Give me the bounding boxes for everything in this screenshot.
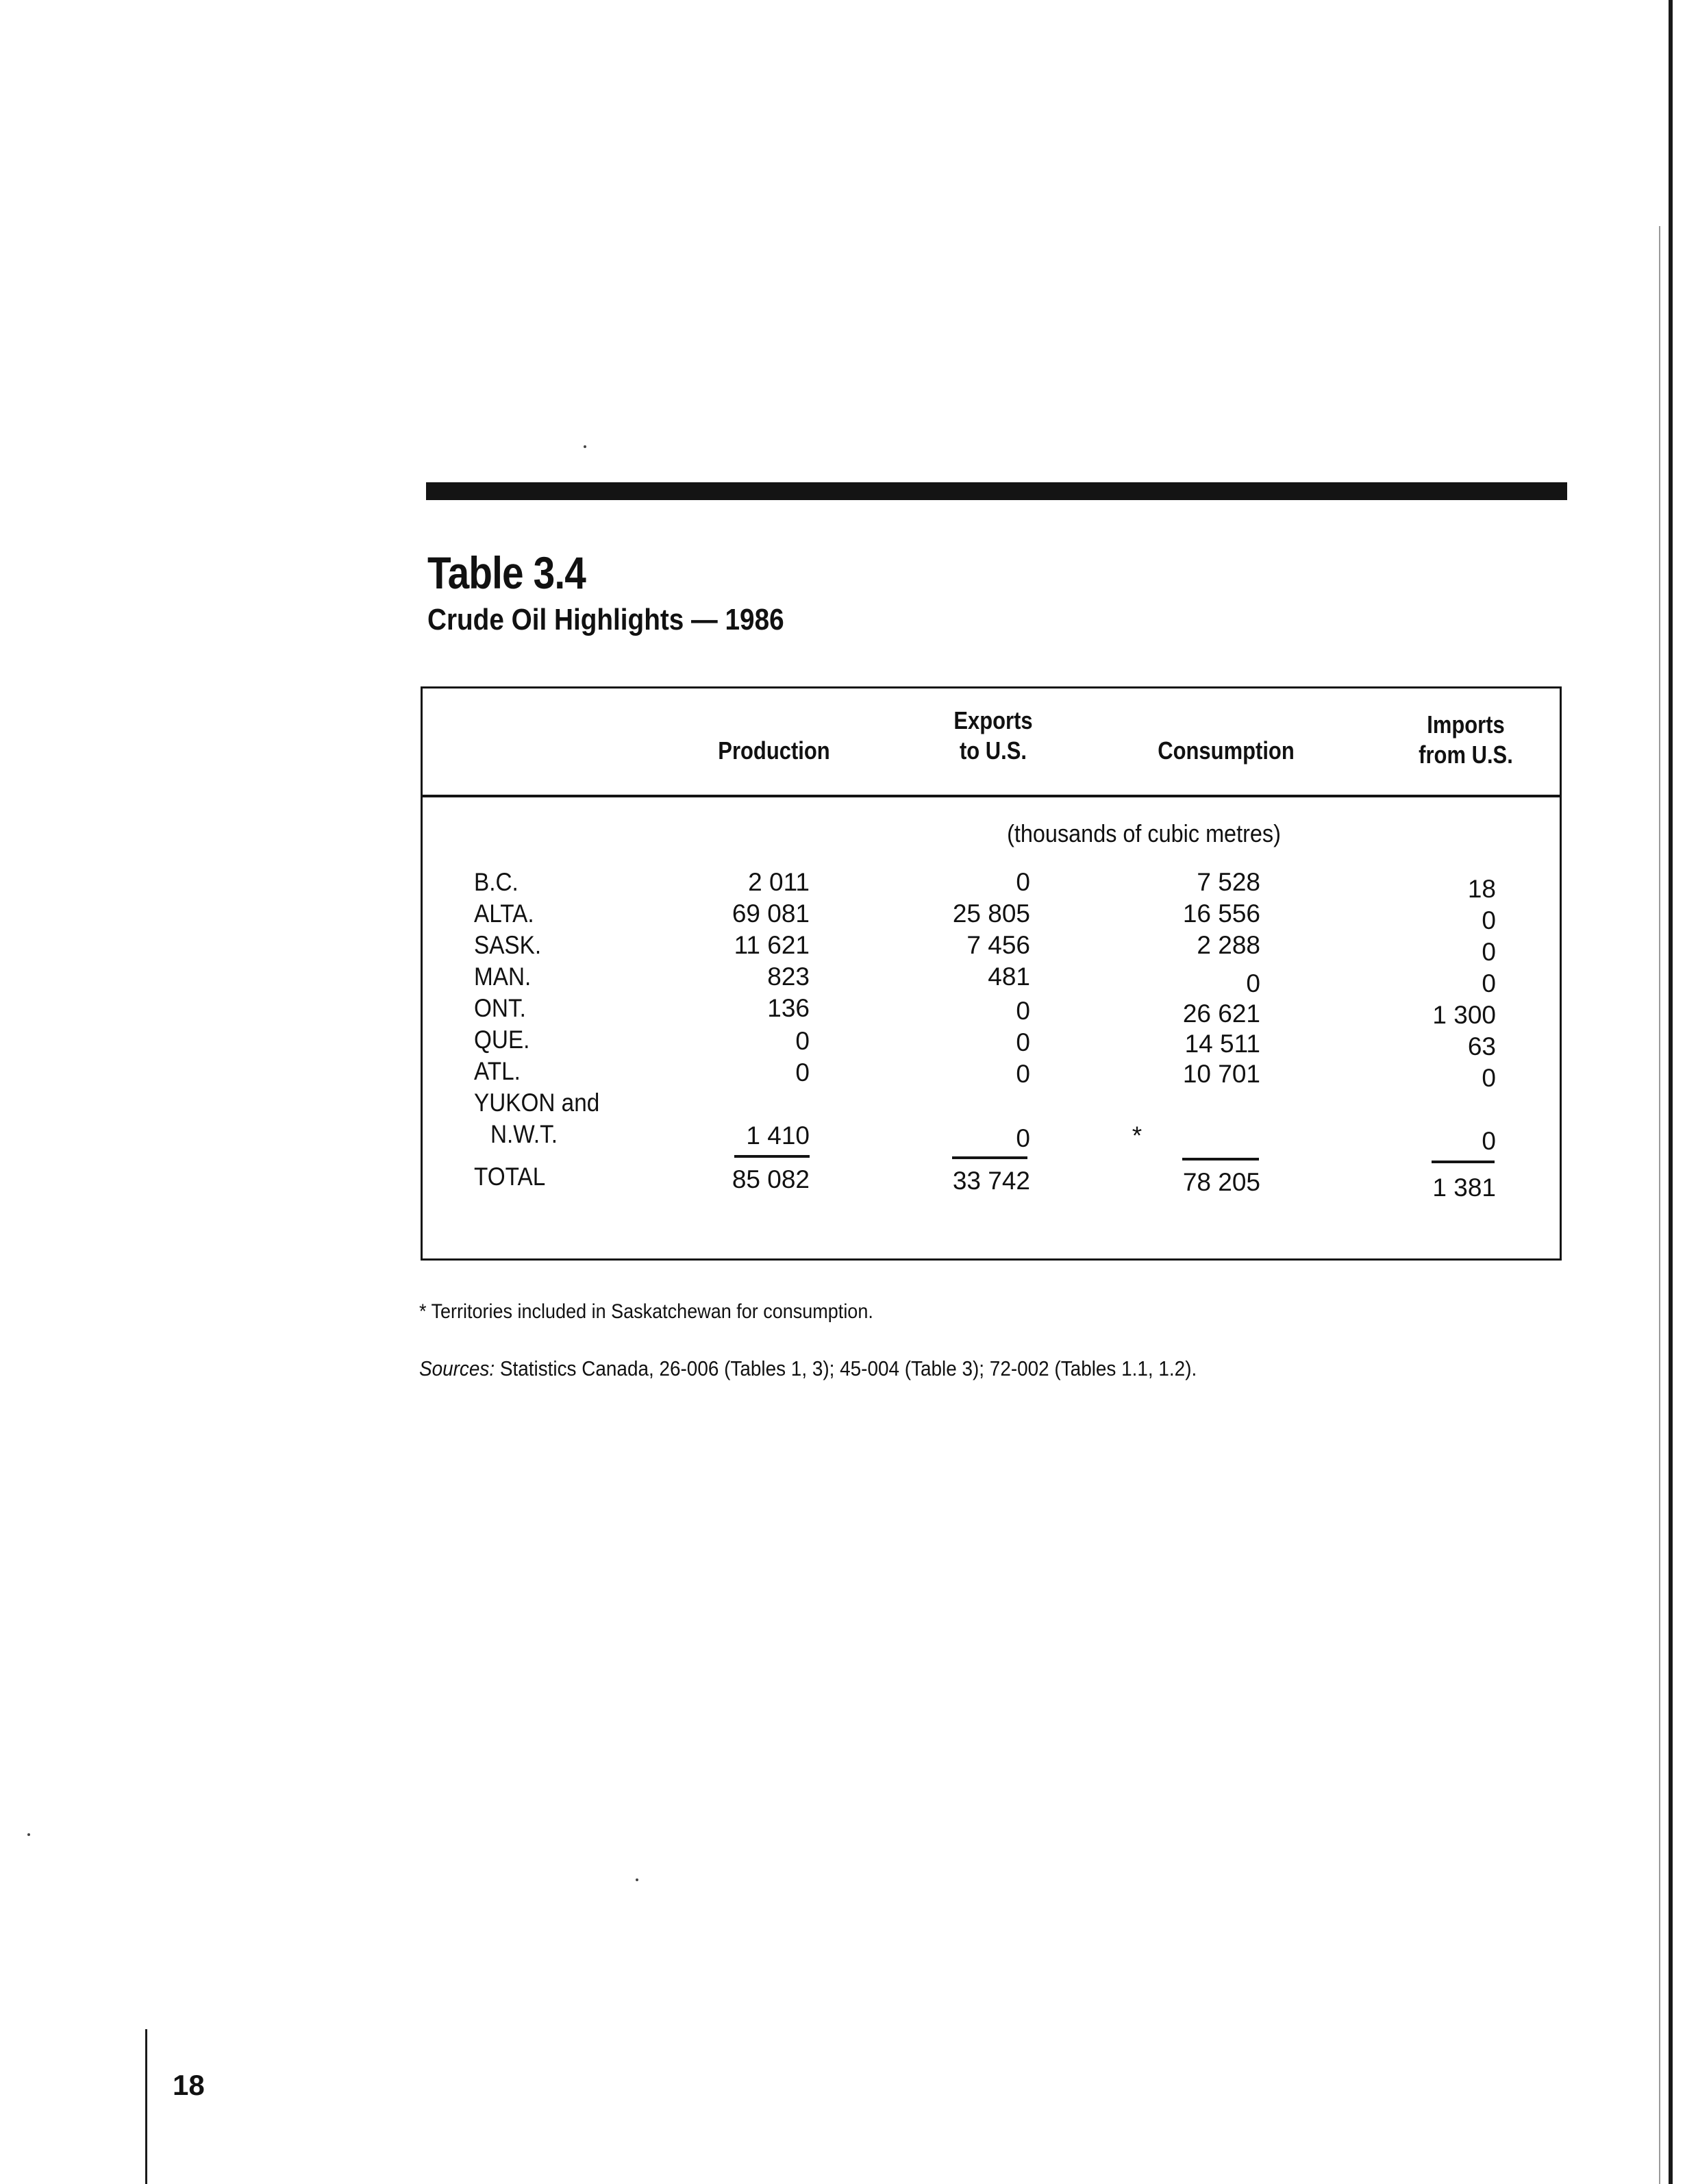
row-label: QUE. <box>474 1026 530 1054</box>
column-header-line2: to U.S. <box>959 736 1027 765</box>
total-underline-exports <box>952 1156 1027 1159</box>
cell-consumption: 26 621 <box>1182 1000 1260 1028</box>
cell-exports: 0 <box>1016 997 1030 1025</box>
row-label: YUKON and <box>474 1089 600 1117</box>
row-label: MAN. <box>474 963 532 991</box>
column-header-consumption <box>1149 706 1303 766</box>
table-footnote: * Territories included in Saskatchewan for consumption. <box>419 1300 873 1323</box>
cell-exports: 25 805 <box>952 899 1030 928</box>
row-label-continued: N.W.T. <box>490 1120 558 1148</box>
cell-consumption: 0 <box>1246 969 1260 997</box>
cell-production: 136 <box>767 994 810 1022</box>
page-number: 18 <box>173 2069 205 2101</box>
column-header-line2: Production <box>718 736 830 765</box>
scan-speck <box>27 1833 30 1836</box>
units-caption: (thousands of cubic metres) <box>1007 819 1281 847</box>
cell-consumption: 7 528 <box>1197 868 1260 896</box>
column-header-production <box>703 706 845 766</box>
cell-consumption: 10 701 <box>1182 1060 1260 1088</box>
page-binding-edge <box>1669 0 1673 2184</box>
cell-production: 11 621 <box>734 931 810 959</box>
total-underline-production <box>734 1155 810 1158</box>
table-header-divider <box>421 795 1562 797</box>
column-header-line1: Imports <box>1427 710 1505 739</box>
row-label: ATL. <box>474 1057 521 1085</box>
cell-consumption: * <box>1132 1121 1143 1150</box>
column-header-line1 <box>1149 706 1303 736</box>
cell-exports: 0 <box>1016 1060 1030 1088</box>
row-label: ONT. <box>474 994 526 1022</box>
cell-consumption: 2 288 <box>1197 931 1260 959</box>
cell-imports: 0 <box>1482 906 1496 934</box>
cell-imports: 0 <box>1482 969 1496 997</box>
cell-production: 0 <box>795 1058 810 1087</box>
scan-speck <box>584 445 586 448</box>
total-label: TOTAL <box>474 1163 546 1191</box>
row-label: ALTA. <box>474 899 534 928</box>
page-number-bar <box>145 2029 147 2184</box>
cell-imports: 18 <box>1467 875 1496 903</box>
total-production: 85 082 <box>732 1165 810 1193</box>
total-underline-imports <box>1432 1161 1495 1163</box>
cell-production: 2 011 <box>748 868 810 896</box>
column-header-line1: Exports <box>953 706 1033 734</box>
cell-exports: 7 456 <box>966 931 1030 959</box>
column-header-imports <box>1395 710 1536 770</box>
cell-production: 69 081 <box>732 899 810 928</box>
section-rule <box>426 482 1567 500</box>
cell-production: 1 410 <box>746 1121 810 1150</box>
sources-note <box>419 1356 1197 1381</box>
cell-exports: 0 <box>1016 1028 1030 1056</box>
total-exports: 33 742 <box>952 1167 1030 1195</box>
total-consumption: 78 205 <box>1182 1168 1260 1196</box>
total-imports: 1 381 <box>1432 1174 1496 1202</box>
row-label: B.C. <box>474 868 519 896</box>
table-subtitle: Crude Oil Highlights — 1986 <box>427 603 784 636</box>
page-binding-shadow <box>1659 226 1660 2184</box>
column-header-exports <box>923 706 1064 766</box>
total-underline-consumption <box>1182 1158 1259 1161</box>
cell-exports: 481 <box>988 963 1030 991</box>
column-header-line1 <box>703 706 845 736</box>
cell-consumption: 16 556 <box>1182 899 1260 928</box>
cell-consumption: 14 511 <box>1184 1030 1260 1058</box>
table-title: Table 3.4 <box>427 547 586 598</box>
cell-exports: 0 <box>1016 1124 1030 1152</box>
column-header-line2: from U.S. <box>1419 741 1513 769</box>
cell-imports: 0 <box>1482 1064 1496 1092</box>
cell-imports: 0 <box>1482 938 1496 966</box>
cell-production: 823 <box>767 963 810 991</box>
cell-exports: 0 <box>1016 868 1030 896</box>
cell-production: 0 <box>795 1027 810 1055</box>
cell-imports: 1 300 <box>1432 1001 1496 1029</box>
column-header-line2: Consumption <box>1158 736 1295 765</box>
sources-text: Statistics Canada, 26-006 (Tables 1, 3); 45-004 (Table 3); 72-002 (Tables 1.1, 1.2). <box>499 1356 1197 1380</box>
scan-speck <box>636 1878 638 1881</box>
cell-imports: 63 <box>1467 1032 1496 1060</box>
row-label: SASK. <box>474 931 542 959</box>
cell-imports: 0 <box>1482 1127 1496 1155</box>
sources-label: Sources: <box>419 1356 495 1380</box>
